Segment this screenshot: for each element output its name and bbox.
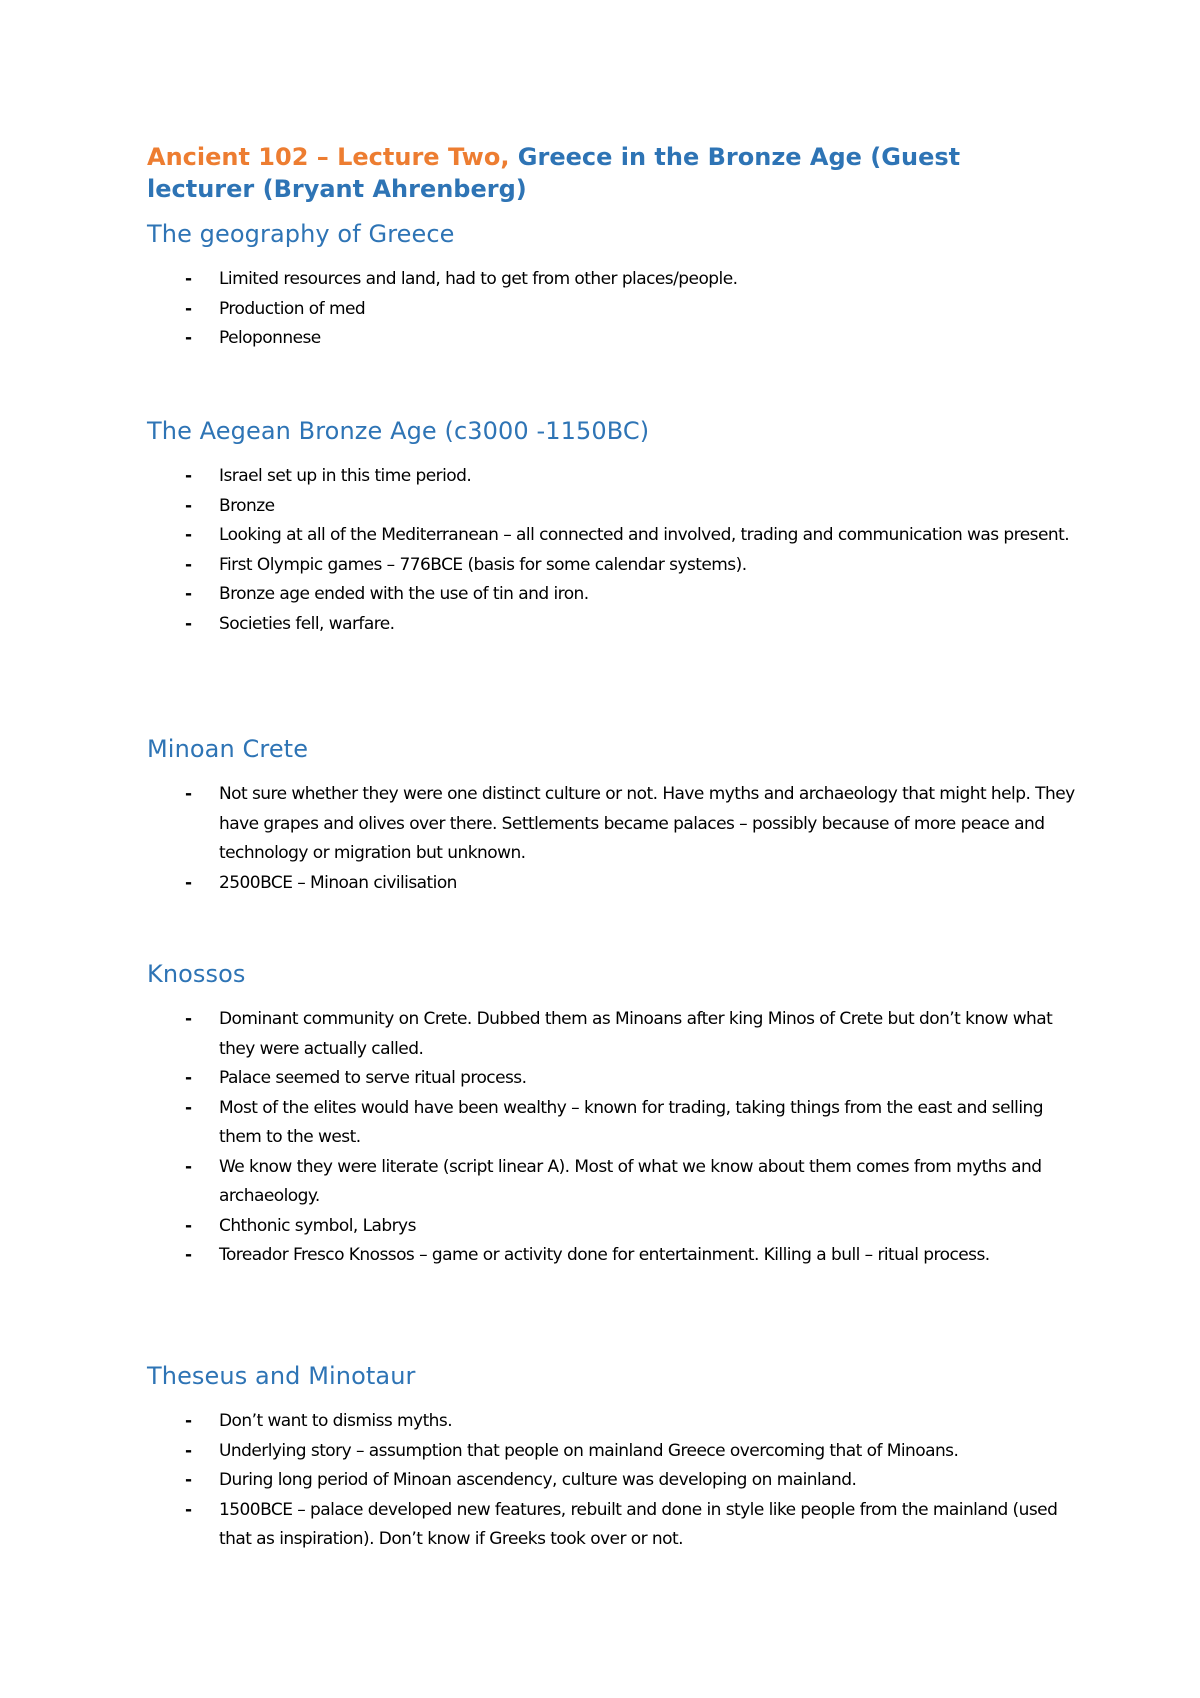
list-item <box>147 324 1077 354</box>
section-heading: The Aegean Bronze Age (c3000 -1150BC) <box>147 417 650 445</box>
list-item-text: 1500BCE – palace developed new features, rebuilt and done in style like people from the mainland (used that as inspiration). Don’t know if Greeks took over or not. <box>219 1499 1058 1549</box>
list-item <box>147 580 1077 610</box>
section-heading: Theseus and Minotaur <box>147 1362 416 1390</box>
bullet-dash: - <box>185 554 192 575</box>
bullet-dash: - <box>185 1440 192 1461</box>
list-item <box>147 1407 1077 1437</box>
bullet-dash: - <box>185 1009 192 1029</box>
list-item <box>147 780 1077 869</box>
bullet-dash: - <box>185 1470 192 1490</box>
list-item-text: Bronze <box>219 495 275 516</box>
list-item-text: Dominant community on Crete. Dubbed them as Minoans after king Minos of Crete but don’t know what they were actually called. <box>219 1009 1053 1059</box>
bullet-dash: - <box>185 269 192 289</box>
section-theseus-minotaur <box>147 1360 1077 1555</box>
bullet-dash: - <box>185 1068 192 1088</box>
list-item <box>147 265 1077 295</box>
list-item <box>147 521 1077 551</box>
list-item-text: Societies fell, warfare. <box>219 613 395 634</box>
section-heading: Knossos <box>147 960 246 988</box>
list-item-text: Peloponnese <box>219 328 321 348</box>
list-item-text: We know they were literate (script linear A). Most of what we know about them comes from myths and archaeology. <box>219 1156 1042 1206</box>
list-item-text: Looking at all of the Mediterranean – all connected and involved, trading and communication was present. <box>219 525 1070 545</box>
list-item-text: Not sure whether they were one distinct culture or not. Have myths and archaeology that might help. They have grapes and olives over there. Settlements became palaces – possibly because of more peace and technology or migration but unknown. <box>219 784 1075 863</box>
bullet-list <box>147 1005 1077 1271</box>
list-item-text: Don’t want to dismiss myths. <box>219 1411 453 1431</box>
list-item <box>147 1466 1077 1496</box>
section-minoan-crete <box>147 733 1077 898</box>
list-item-text: Israel set up in this time period. <box>219 466 472 486</box>
list-item-text: 2500BCE – Minoan civilisation <box>219 872 457 893</box>
bullet-dash: - <box>185 1411 192 1431</box>
list-item-text: First Olympic games – 776BCE (basis for some calendar systems). <box>219 554 747 575</box>
bullet-dash: - <box>185 525 192 545</box>
list-item <box>147 492 1077 522</box>
document-title <box>147 141 1047 205</box>
bullet-dash: - <box>185 466 192 486</box>
list-item-text: Limited resources and land, had to get from other places/people. <box>219 269 738 289</box>
bullet-dash: - <box>185 328 192 348</box>
list-item-text: During long period of Minoan ascendency, culture was developing on mainland. <box>219 1470 857 1490</box>
list-item-text: Production of med <box>219 298 366 319</box>
section-heading: The geography of Greece <box>147 220 455 248</box>
list-item <box>147 295 1077 325</box>
title-course-part: Ancient 102 – Lecture Two, <box>147 143 510 171</box>
bullet-dash: - <box>185 584 192 604</box>
list-item <box>147 1496 1077 1555</box>
list-item <box>147 1241 1077 1271</box>
bullet-list <box>147 780 1077 898</box>
bullet-dash: - <box>185 1156 192 1177</box>
list-item <box>147 1212 1077 1242</box>
list-item <box>147 462 1077 492</box>
list-item <box>147 1064 1077 1094</box>
bullet-dash: - <box>185 1245 192 1265</box>
section-aegean-bronze-age <box>147 415 1077 639</box>
list-item <box>147 610 1077 640</box>
list-item-text: Toreador Fresco Knossos – game or activity done for entertainment. Killing a bull – ritual process. <box>219 1245 990 1265</box>
bullet-dash: - <box>185 872 192 893</box>
bullet-dash: - <box>185 784 192 804</box>
bullet-dash: - <box>185 495 192 516</box>
title-topic-part: Greece in the Bronze Age (Guest lecturer (Bryant Ahrenberg) <box>147 143 961 203</box>
bullet-dash: - <box>185 1499 192 1520</box>
bullet-dash: - <box>185 613 192 634</box>
bullet-dash: - <box>185 1215 192 1236</box>
list-item-text: Chthonic symbol, Labrys <box>219 1215 416 1236</box>
list-item <box>147 1094 1077 1153</box>
list-item-text: Bronze age ended with the use of tin and iron. <box>219 584 589 604</box>
list-item-text: Most of the elites would have been wealthy – known for trading, taking things from the east and selling them to the west. <box>219 1097 1043 1147</box>
bullet-dash: - <box>185 298 192 319</box>
bullet-list <box>147 462 1077 639</box>
bullet-list <box>147 265 1077 354</box>
section-geography <box>147 218 1077 354</box>
bullet-dash: - <box>185 1097 192 1118</box>
list-item <box>147 1437 1077 1467</box>
section-heading: Minoan Crete <box>147 735 309 763</box>
bullet-list <box>147 1407 1077 1555</box>
list-item <box>147 551 1077 581</box>
list-item-text: Underlying story – assumption that people on mainland Greece overcoming that of Minoans. <box>219 1440 959 1461</box>
list-item <box>147 869 1077 899</box>
list-item <box>147 1005 1077 1064</box>
section-knossos <box>147 958 1077 1271</box>
list-item <box>147 1153 1077 1212</box>
list-item-text: Palace seemed to serve ritual process. <box>219 1068 527 1088</box>
